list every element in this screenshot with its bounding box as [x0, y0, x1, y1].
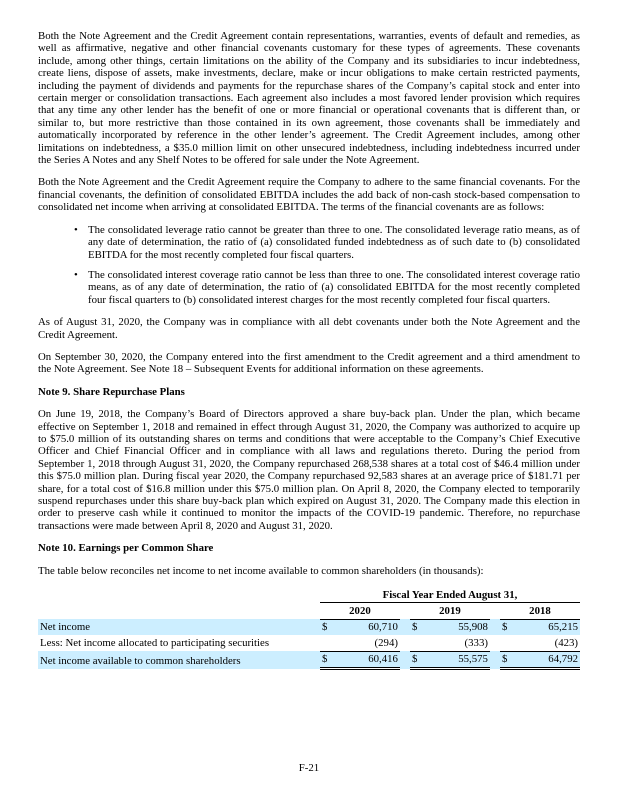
cell-value: (333): [424, 635, 490, 651]
cell-dollar: $: [500, 651, 514, 668]
cell-value: 55,908: [424, 619, 490, 635]
paragraph-covenants-description: Both the Note Agreement and the Credit Agreement contain representations, warranties, events of default and remedies, as well as affirmative, negative and other financial covenants customary for these types of agreements. These covenants include, among other things, certain limitations on the ability of the Company and its subsidiaries to incur indebtedness, create liens, dispose of assets, make investments, declare, make or incur obligations to make certain restricted payments, including the payment of dividends and payments for the repurchase shares of the Company’s capital stock and enter into certain merger or consolidation transactions. Each agreement also includes a most favored lender provision which requires that any time any other lender has the benefit of one or more financial or operational covenants that is different than, or similar to, but more restrictive than those contained in its own agreement, those covenants shall be immediately and automatically incorporated by reference in the other lender’s agreement. The Credit Agreement includes, among other limitations on indebtedness, a $35.0 million limit on other unsecured indebtedness, including indebtedness incurred under the Series A Notes and any Shelf Notes to be offered for sale under the Note Agreement.: [38, 30, 580, 167]
cell-value: 65,215: [514, 619, 580, 635]
earnings-reconciliation-table: [38, 587, 580, 670]
spacer-cell: [400, 603, 410, 619]
spacer-cell: [400, 635, 410, 651]
cell-value: 55,575: [424, 651, 490, 668]
cell-value: (423): [514, 635, 580, 651]
paragraph-compliance: As of August 31, 2020, the Company was in compliance with all debt covenants under both the Note Agreement and the Credit Agreement.: [38, 316, 580, 341]
cell-dollar-empty: [500, 635, 514, 651]
table-year-header-row: [38, 603, 580, 619]
cell-value: 64,792: [514, 651, 580, 668]
cell-dollar: $: [410, 619, 424, 635]
paragraph-amendments: On September 30, 2020, the Company entered into the first amendment to the Credit agreement and a third amendment to the Note Agreement. See Note 18 – Subsequent Events for additional information on these agreements.: [38, 350, 580, 376]
year-header-2020: 2020: [320, 603, 400, 619]
fiscal-year-group-header: Fiscal Year Ended August 31,: [320, 587, 580, 603]
covenant-bullet-list: [38, 224, 580, 306]
paragraph-financial-covenants-intro: Both the Note Agreement and the Credit Agreement require the Company to adhere to the same financial covenants. For the financial covenants, the definition of consolidated EBITDA includes the add back of non-cash stock-based compensation to consolidated net income when arriving at consolidated EBITDA. The terms of the financial covenants are as follows:: [38, 176, 580, 214]
spacer-cell: [490, 603, 500, 619]
table-header-group-row: [38, 587, 580, 603]
note10-heading: Note 10. Earnings per Common Share: [38, 542, 214, 555]
year-header-2018: 2018: [500, 603, 580, 619]
table-row-net-income: [38, 619, 580, 635]
list-item-interest-coverage-ratio: • The consolidated interest coverage ratio cannot be less than three to one. The consolidated interest coverage ratio means, as of any date of determination, the ratio of (a) consolidated EBITDA for the most recently completed four fiscal quarters to (b) consolidated interest charges for the most recently completed four fiscal quarters.: [88, 269, 580, 306]
cell-value: 60,710: [334, 619, 400, 635]
cell-label: Net income available to common shareholders: [38, 651, 320, 668]
table-row-participating-securities: [38, 635, 580, 651]
cell-dollar: $: [320, 619, 334, 635]
paragraph-share-repurchase: On June 19, 2018, the Company’s Board of Directors approved a share buy-back plan. Under the plan, which became effective on September 1, 2018 and remained in effect through August 31, 2020, the Company was authorized to acquire up to $75.0 million of its outstanding shares on terms and conditions that were acceptable to the Company’s Chief Executive Officer and Chief Financial Officer and in compliance with all laws and regulations thereto. During the period from September 1, 2018 through August 31, 2020, the Company repurchased 268,538 shares at a total cost of $46.4 million under this $75.0 million plan. During fiscal year 2020, the Company repurchased 92,583 shares at an average price of $181.71 per share, for a total cost of $16.8 million under this $75.0 million plan. On April 8, 2020, the Company elected to temporarily suspend repurchases under this share buy-back plan which expired on August 31, 2020. The Company made this election in order to preserve cash while it continued to monitor the impacts of the COVID-19 pandemic. Therefore, no repurchase transactions were made between April 8, 2020 and August 31, 2020.: [38, 408, 580, 532]
cell-dollar: $: [410, 651, 424, 668]
cell-label: Less: Net income allocated to participating securities: [40, 637, 270, 650]
year-header-2019: 2019: [410, 603, 490, 619]
cell-label: Net income: [38, 619, 320, 635]
note9-heading: Note 9. Share Repurchase Plans: [38, 385, 185, 398]
cell-dollar: $: [320, 651, 334, 668]
spacer-cell: [400, 651, 410, 668]
cell-dollar-empty: [320, 635, 334, 651]
spacer-cell: [490, 651, 500, 668]
paragraph-table-intro: The table below reconciles net income to net income available to common shareholders (in thousands):: [38, 564, 484, 577]
spacer-cell: [490, 619, 500, 635]
cell-dollar: $: [500, 619, 514, 635]
empty-cell: [38, 603, 320, 619]
page-number: F-21: [298, 762, 320, 774]
list-item-leverage-ratio: • The consolidated leverage ratio cannot be greater than three to one. The consolidated leverage ratio means, as of any date of determination, the ratio of (a) consolidated funded indebtedness as of such date to (b) consolidated EBITDA for the most recently completed four fiscal quarters.: [88, 224, 580, 261]
empty-cell: [38, 587, 320, 603]
spacer-cell: [490, 635, 500, 651]
cell-value: (294): [334, 635, 400, 651]
cell-dollar-empty: [410, 635, 424, 651]
table-row-net-income-available: [38, 651, 580, 668]
cell-value: 60,416: [334, 651, 400, 668]
spacer-cell: [400, 619, 410, 635]
